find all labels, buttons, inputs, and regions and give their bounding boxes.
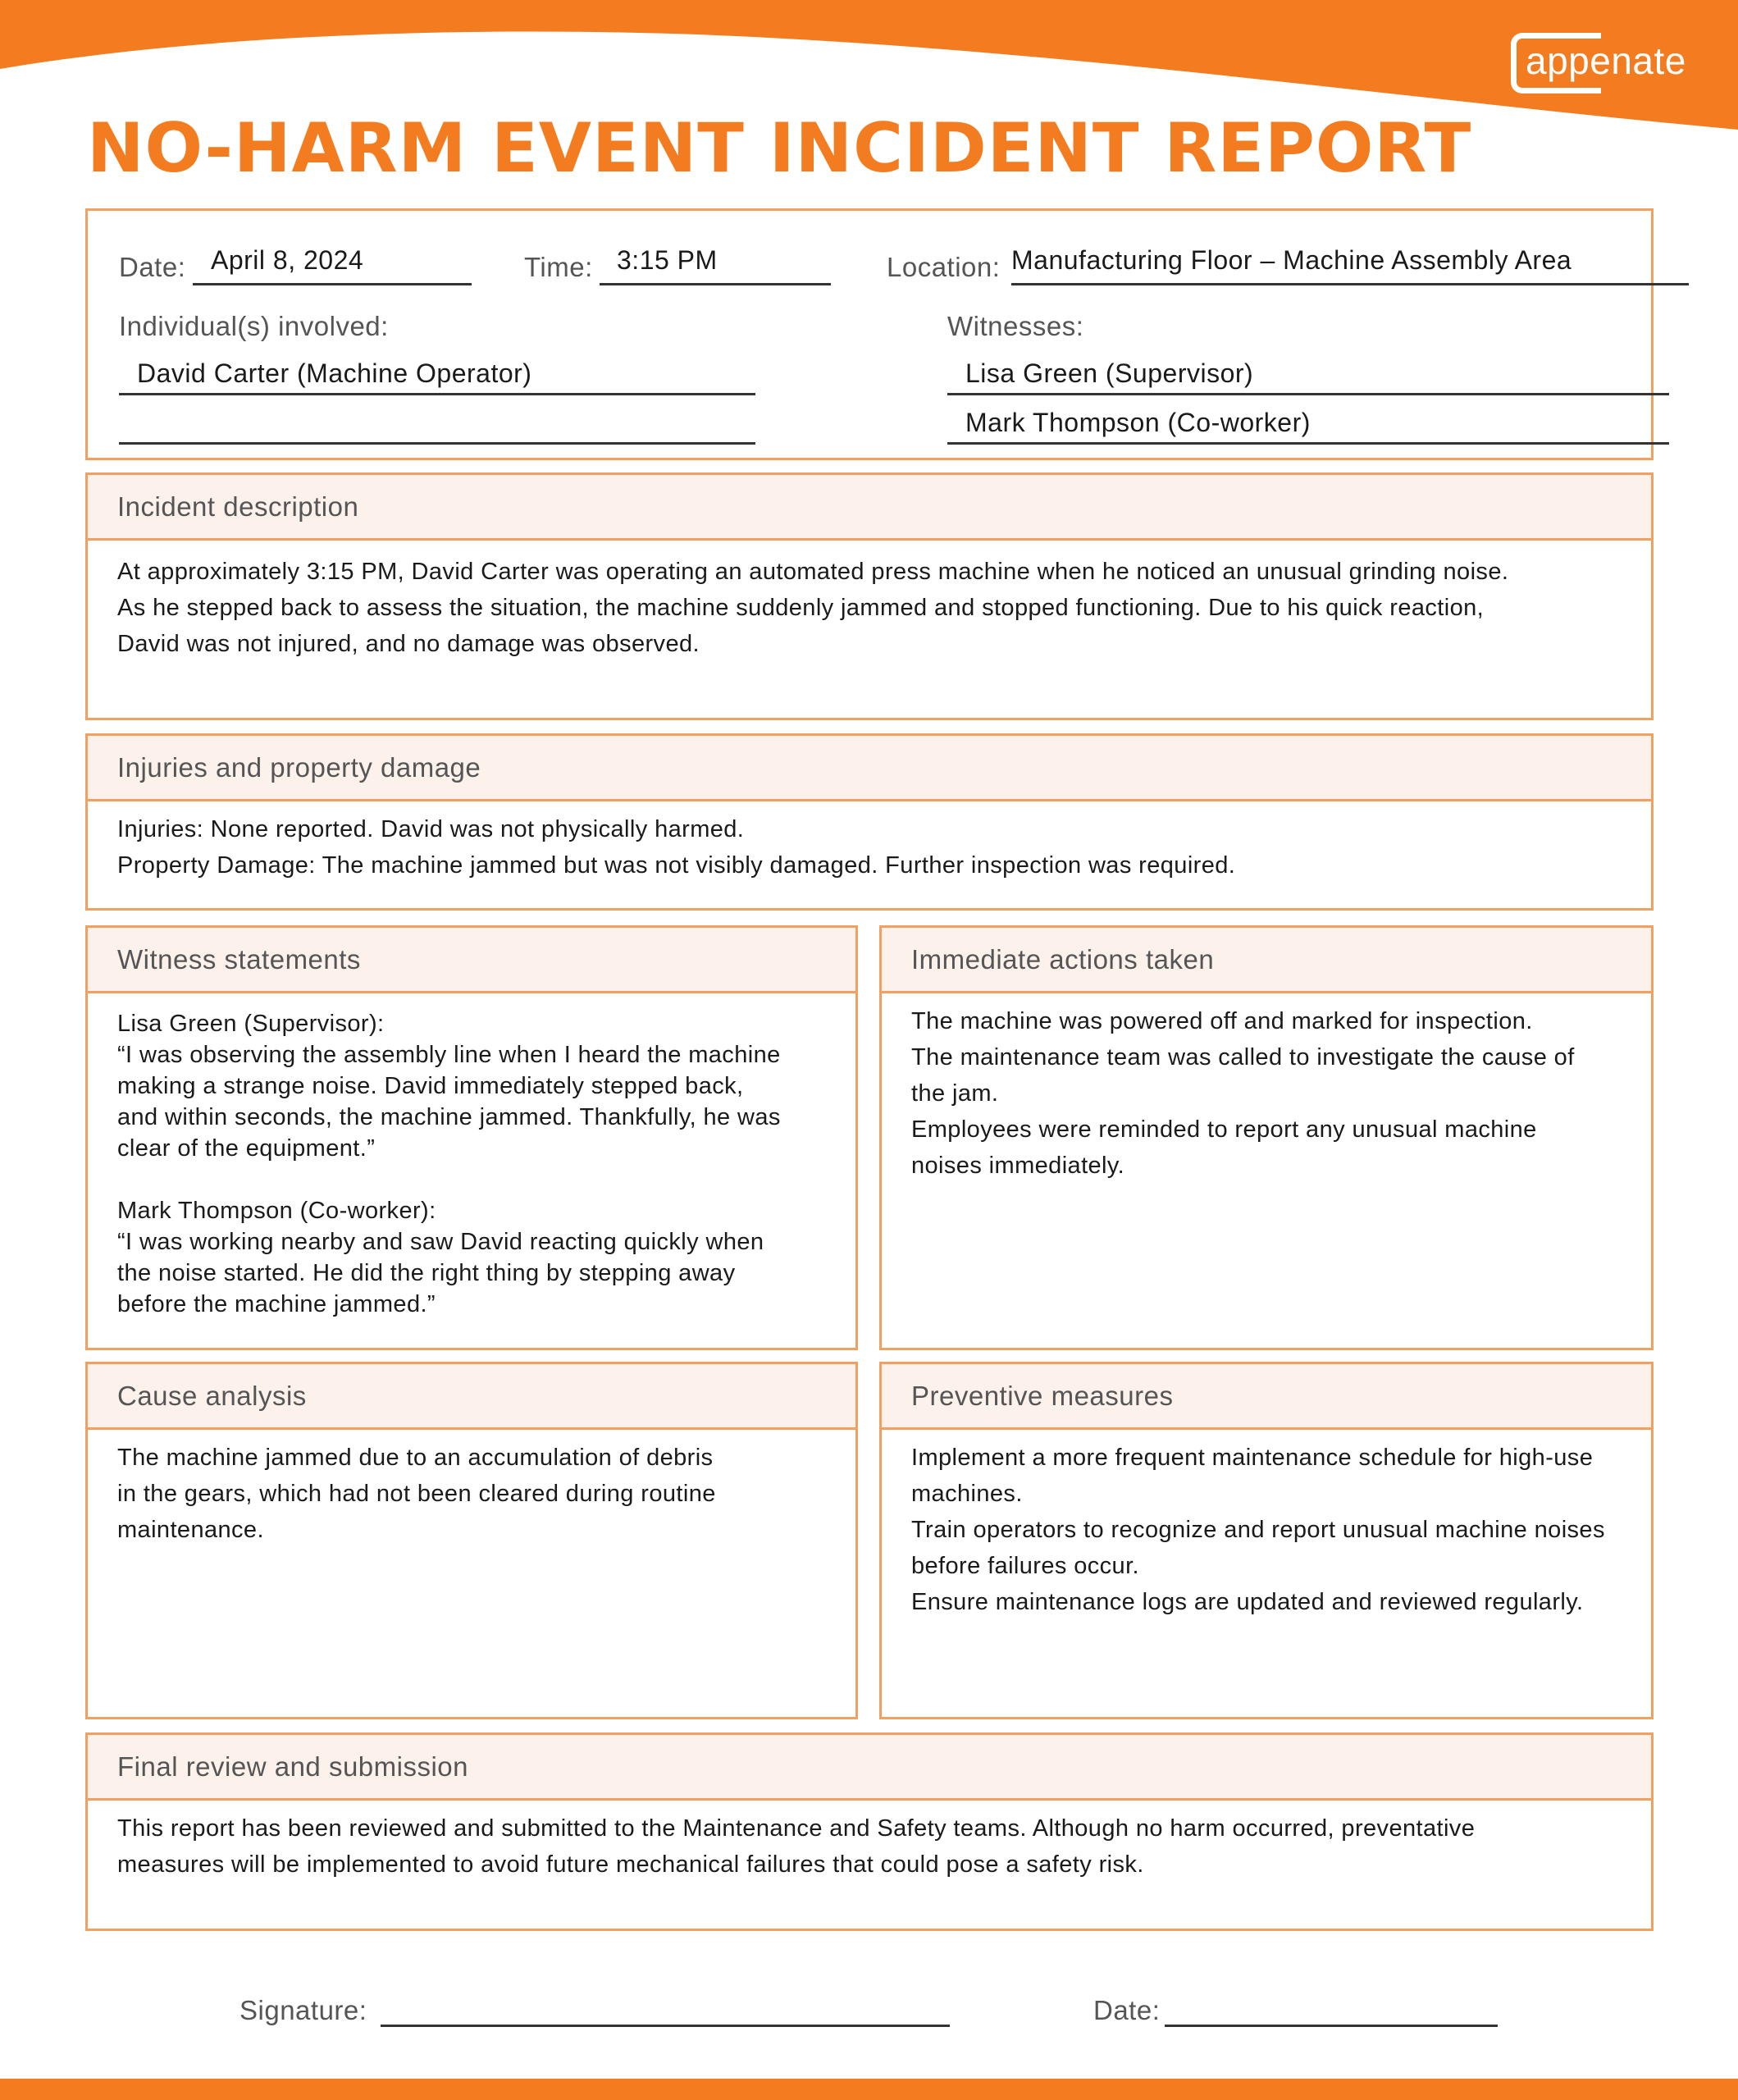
- injuries-body[interactable]: [88, 801, 1651, 883]
- text-line: Employees were reminded to report any unusual machine: [911, 1116, 1537, 1143]
- text-line: Injuries: None reported. David was not physically harmed.: [117, 816, 745, 842]
- cause-analysis-body[interactable]: [88, 1430, 855, 1548]
- final-review-body[interactable]: [88, 1801, 1651, 1883]
- preventive-measures-body[interactable]: [882, 1430, 1651, 1620]
- text-line: At approximately 3:15 PM, David Carter was operating an automated press machine when he noticed an unusual grinding noise.: [117, 559, 1509, 585]
- witness-field-1[interactable]: Lisa Green (Supervisor): [965, 358, 1254, 388]
- time-field[interactable]: 3:15 PM: [617, 245, 718, 275]
- incident-description-body[interactable]: [88, 541, 1651, 662]
- text-line: in the gears, which had not been cleared during routine: [117, 1481, 716, 1507]
- text-line: and within seconds, the machine jammed. Thankfully, he was: [117, 1104, 781, 1130]
- witness-statements-body[interactable]: [88, 993, 855, 1320]
- text-line: Property Damage: The machine jammed but was not visibly damaged. Further inspection was required.: [117, 852, 1236, 879]
- text-line: The machine jammed due to an accumulation of debris: [117, 1445, 714, 1471]
- text-line: making a strange noise. David immediately stepped back,: [117, 1073, 744, 1099]
- preventive-measures-heading: Preventive measures: [882, 1364, 1651, 1430]
- witness-statements-section: [85, 925, 858, 1350]
- text-line: David was not injured, and no damage was observed.: [117, 631, 700, 657]
- text-line: maintenance.: [117, 1517, 264, 1543]
- text-line: machines.: [911, 1481, 1023, 1507]
- signature-field[interactable]: [381, 2025, 950, 2027]
- footer-band-decoration: [0, 2079, 1738, 2100]
- final-review-heading: Final review and submission: [88, 1735, 1651, 1801]
- witnesses-label: Witnesses:: [947, 311, 1084, 341]
- page-title: NO-HARM EVENT INCIDENT REPORT: [87, 108, 1472, 188]
- time-underline: [600, 283, 831, 285]
- text-line: clear of the equipment.”: [117, 1135, 376, 1162]
- individuals-label: Individual(s) involved:: [119, 311, 389, 341]
- spacer: [117, 1164, 826, 1195]
- text-line: Train operators to recognize and report unusual machine noises: [911, 1517, 1605, 1543]
- incident-description-heading: Incident description: [88, 475, 1651, 541]
- text-line: measures will be implemented to avoid future mechanical failures that could pose a safety risk.: [117, 1851, 1144, 1878]
- incident-description-section: [85, 472, 1654, 720]
- text-line: the noise started. He did the right thing by stepping away: [117, 1260, 736, 1286]
- signature-label: Signature:: [239, 1995, 367, 2025]
- individual-underline-2: [119, 442, 755, 445]
- text-line: The maintenance team was called to investigate the cause of: [911, 1044, 1575, 1071]
- location-underline: [1011, 283, 1689, 285]
- logo-text: appenate: [1526, 39, 1686, 82]
- immediate-actions-body[interactable]: [882, 993, 1651, 1184]
- date-label: Date:: [119, 252, 186, 282]
- text-line: the jam.: [911, 1080, 999, 1107]
- text-line: Ensure maintenance logs are updated and reviewed regularly.: [911, 1589, 1584, 1615]
- witness-underline-2: [947, 442, 1669, 445]
- footer-date-field[interactable]: [1165, 2025, 1498, 2027]
- date-field[interactable]: April 8, 2024: [211, 245, 364, 275]
- time-label: Time:: [524, 252, 593, 282]
- text-line: As he stepped back to assess the situation, the machine suddenly jammed and stopped functioning. Due to his quick reaction,: [117, 595, 1485, 621]
- witness-underline-1: [947, 393, 1669, 395]
- individual-underline-1: [119, 393, 755, 395]
- witness-field-2[interactable]: Mark Thompson (Co-worker): [965, 408, 1311, 437]
- individual-field-1[interactable]: David Carter (Machine Operator): [137, 358, 532, 388]
- incident-info-box: [85, 208, 1654, 460]
- text-line: noises immediately.: [911, 1153, 1125, 1179]
- preventive-measures-section: [879, 1362, 1654, 1719]
- location-label: Location:: [887, 252, 1001, 282]
- text-line: This report has been reviewed and submitted to the Maintenance and Safety teams. Although no harm occurred, preventative: [117, 1815, 1476, 1842]
- text-line: The machine was powered off and marked for inspection.: [911, 1008, 1533, 1034]
- text-line: before the machine jammed.”: [117, 1291, 436, 1317]
- injuries-section: [85, 733, 1654, 911]
- text-line: before failures occur.: [911, 1553, 1139, 1579]
- statement-author: Mark Thompson (Co-worker):: [117, 1198, 436, 1224]
- immediate-actions-heading: Immediate actions taken: [882, 928, 1651, 993]
- text-line: Implement a more frequent maintenance schedule for high-use: [911, 1445, 1594, 1471]
- cause-analysis-section: [85, 1362, 858, 1719]
- cause-analysis-heading: Cause analysis: [88, 1364, 855, 1430]
- location-field[interactable]: Manufacturing Floor – Machine Assembly Area: [1011, 245, 1572, 275]
- text-line: “I was observing the assembly line when I heard the machine: [117, 1042, 781, 1068]
- text-line: “I was working nearby and saw David reacting quickly when: [117, 1229, 764, 1255]
- statement-author: Lisa Green (Supervisor):: [117, 1011, 385, 1037]
- footer-date-label: Date:: [1093, 1995, 1161, 2025]
- final-review-section: [85, 1732, 1654, 1931]
- immediate-actions-section: [879, 925, 1654, 1350]
- date-underline: [193, 283, 472, 285]
- injuries-heading: Injuries and property damage: [88, 736, 1651, 801]
- witness-statements-heading: Witness statements: [88, 928, 855, 993]
- appenate-logo: [1511, 31, 1686, 90]
